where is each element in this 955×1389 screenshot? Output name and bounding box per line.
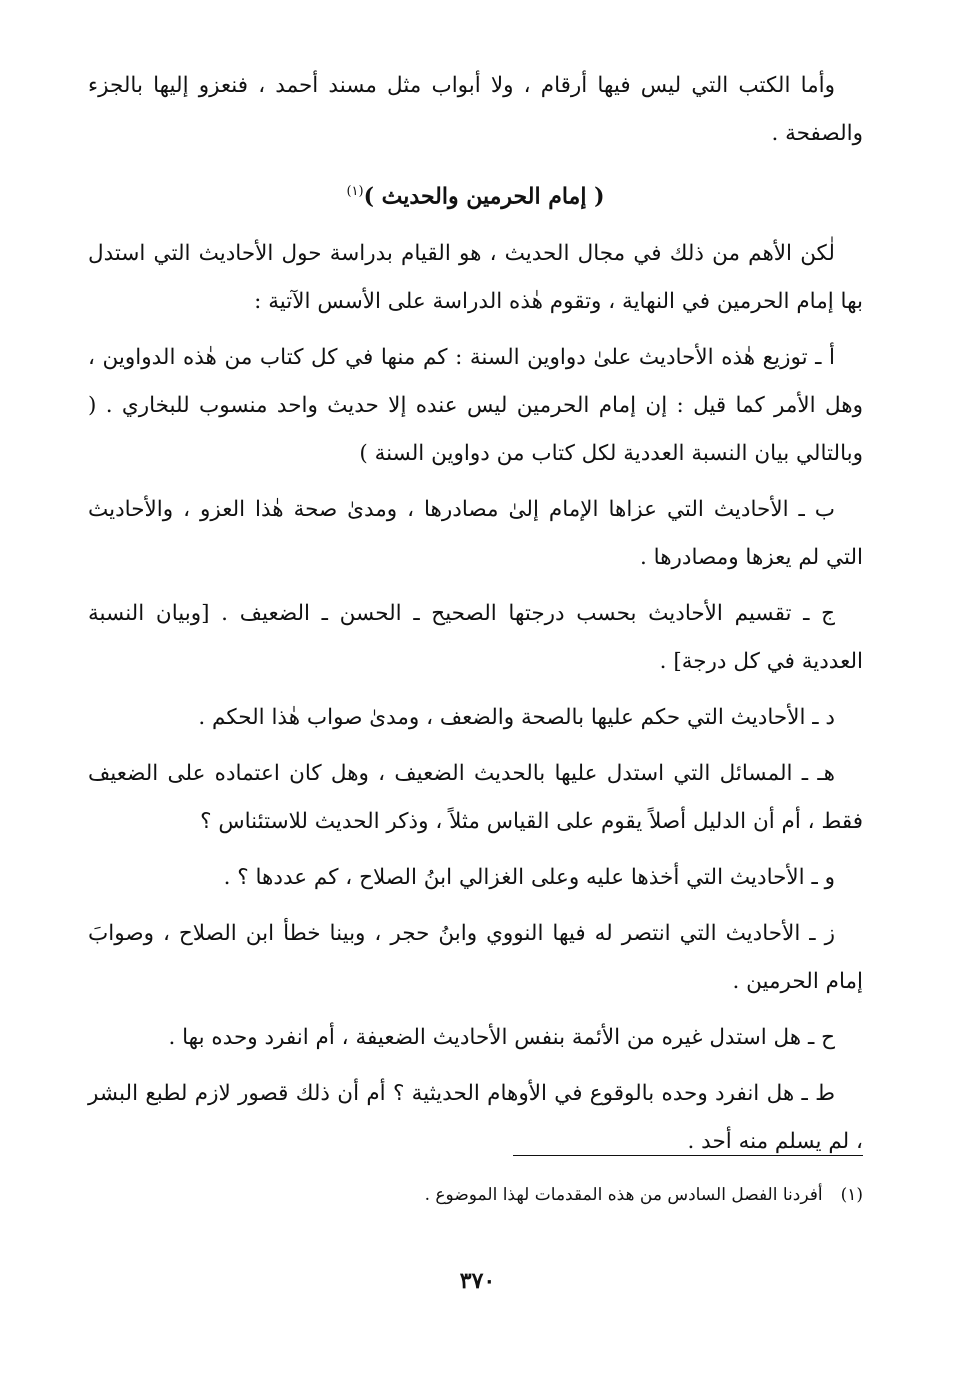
footnote — [88, 1180, 863, 1210]
list-item: د ـ الأحاديث التي حكم عليها بالصحة والضعف ، ومدىٰ صواب هٰذا الحكم . — [198, 705, 835, 731]
list-item: ز ـ الأحاديث التي انتصر له فيها النووي وابنُ حجر ، وبينا خطأ ابن الصلاح ، وصوابَ إمام الحرمين . — [88, 921, 863, 995]
page-body — [88, 62, 863, 1174]
footnote-text: أفردنا الفصل السادس من هذه المقدمات لهذا الموضوع . — [424, 1185, 823, 1205]
page-number: ٣٧٠ — [459, 1268, 496, 1294]
list-item: ط ـ هل انفرد وحده بالوقوع في الأوهام الحديثية ؟ أم أن ذلك قصور لازم لطبع البشر ، لم يسلم منه أحد . — [88, 1081, 863, 1155]
footnote-divider — [513, 1155, 863, 1156]
intro-paragraph: وأما الكتب التي ليس فيها أرقام ، ولا أبواب مثل مسند أحمد ، فنعزو إليها بالجزء والصفحة . — [88, 73, 863, 146]
list-item: ح ـ هل استدل غيره من الأئمة بنفس الأحاديث الضعيفة ، أم انفرد وحده بها . — [168, 1025, 835, 1051]
lead-paragraph: لٰكن الأهم من ذلك في مجال الحديث ، هو القيام بدراسة حول الأحاديث التي استدل بها إمام الحرمين في النهاية ، وتقوم هٰذه الدراسة على الأسس الآتية : — [88, 241, 863, 315]
list-item: هـ ـ المسائل التي استدل عليها بالحديث الضعيف ، وهل كان اعتماده على الضعيف فقط ، أم أن الدليل أصلاً يقوم على القياس مثلاً ، وذكر الحديث للاستئناس ؟ — [88, 761, 863, 835]
list-item: ج ـ تقسيم الأحاديث بحسب درجتها الصحيح ـ الحسن ـ الضعيف . [وبيان النسبة العددية في كل درجة] . — [88, 601, 863, 675]
list-item: أ ـ توزيع هٰذه الأحاديث علىٰ دواوين السنة : كم منها في كل كتاب من هٰذه الدواوين ، وهل الأمر كما قيل : إن إمام الحرمين ليس عنده إلا حديث واحد منسوب للبخاري . ( وبالتالي بيان النسبة العددية لكل كتاب من دواوين السنة ) — [88, 345, 863, 467]
list-item: و ـ الأحاديث التي أخذها عليه وعلى الغزالي ابنُ الصلاح ، كم عددها ؟ . — [223, 865, 835, 891]
heading-footnote-mark: (١) — [346, 184, 364, 199]
list-item: ب ـ الأحاديث التي عزاها الإمام إلىٰ مصادرها ، ومدىٰ صحة هٰذا العزو ، والأحاديث التي لم يعزها ومصادرها . — [88, 497, 863, 571]
section-heading-text: ( إمام الحرمين والحديث ) — [363, 183, 605, 210]
section-heading — [88, 168, 863, 220]
footnote-number: (١) — [840, 1185, 863, 1205]
